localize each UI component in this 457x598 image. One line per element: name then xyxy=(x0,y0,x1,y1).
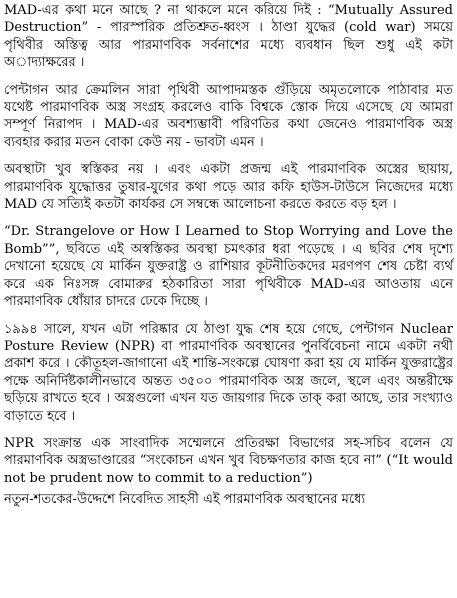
paragraph-dr-strangelove: “Dr. Strangelove or How I Learned to Stop Worrying and Love the Bomb””, ছবিতে এই অস্বস্তিকর অবস্থা চমৎকার ধরা পড়েছে । এ ছবির শেষ দৃশ্যে দেখানো হয়েছে যে মার্কিন যুক্তরাষ্ট্র ও রাশিয়ার কূটনীতিকদের মরণপণ শেষ চেষ্টা ব্যর্থ করে এক নিঃসঙ্গ বোমারুর হঠকারিতা সারা পৃথিবীকে MAD-এর আওতায় এনে পারমাণবিক ধোঁয়ার চাদরে ঢেকে দিচ্ছে । xyxy=(4,224,453,310)
paragraph-new-century: নতুন-শতকের-উদ্দেশে নিবেদিত সাহসী এই পারমাণবিক অবস্থানের মধ্যে xyxy=(4,492,366,508)
paragraph-pentagon-kremlin: পেন্টাগন আর ক্রেমলিন সারা পৃথিবী আপাদমস্তক গুঁড়িয়ে অমৃতলোকে পাঠাবার মত যথেষ্ট পারমাণবিক অস্ত্র সংগ্রহ করলেও বাকি বিশ্বকে স্তোক দিয়ে এসেছে যে আমরা সম্পূর্ণ নিরাপদ । MAD-এর অবশ্যম্ভাবী পরিণতির কথা জেনেও পারমাণবিক অস্ত্র ব্যবহার করার মতন বোকা কেউ নয় - ভাবটা এমন । xyxy=(4,82,453,150)
paragraph-mad-intro: MAD-এর কথা মনে আছে ? না থাকলে মনে করিয়ে দিই : “Mutually Assured Destruction” - পারস্পরিক প্রতিশ্রুত-ধ্বংস । ঠাণ্ডা যুদ্ধের (cold war) সময়ে পৃথিবীর অস্তিত্ব আর পারমাণবিক সর্বনাশের মধ্যে ব্যবধান ছিল শুধু এই কটা অাদ্যাক্ষরের । xyxy=(4,3,453,71)
paragraph-generation: অবস্থাটা খুব স্বস্তিকর নয় । এবং একটা প্রজন্ম এই পারমাণবিক অস্ত্রের ছায়ায়, পারমাণবিক যুদ্ধোত্তর তুষার-যুগের কথা পড়ে আর কফি হাউস-টাউসে নিজেদের মধ্যে MAD যে সত্যিই কতটা কার্যকর সে সম্বন্ধে আলোচনা করতে করতে বড় হল । xyxy=(4,162,453,213)
paragraph-press-conference: NPR সংক্রান্ত এক সাংবাদিক সম্মেলনে প্রতিরক্ষা বিভাগের সহ-সচিব বলেন যে পারমাণবিক অস্ত্রভাণ্ডারের “সংকোচন এখন খুব বিচক্ষণতার কাজ হবে না” (“It would not be prudent now to commit to a reduction”) xyxy=(4,435,453,486)
paragraph-npr-1994: ১৯৯৪ সালে, যখন এটা পরিষ্কার যে ঠাণ্ডা যুদ্ধ শেষ হয়ে গেছে, পেন্টাগন Nuclear Posture Review (NPR) বা পারমাণবিক অবস্থানের পুনর্বিবেচনা নামে একটা নথী প্রকাশ করে । কৌতূহল-জাগানো এই শান্তি-সংকল্পে ঘোষণা করা হয় যে মার্কিন যুক্তরাষ্ট্রের পক্ষে অনির্দিষ্টকালীনভাবে অন্তত ৩৫০০ পারমাণবিক অস্ত্র জলে, স্থলে এবং অন্তরীক্ষে ছড়িয়ে রাখতে হবে । অস্ত্রগুলো এখন যত জায়গার দিকে তাক্ করা আছে, তার সংখ্যাও বাড়াতে হবে । xyxy=(4,321,453,424)
